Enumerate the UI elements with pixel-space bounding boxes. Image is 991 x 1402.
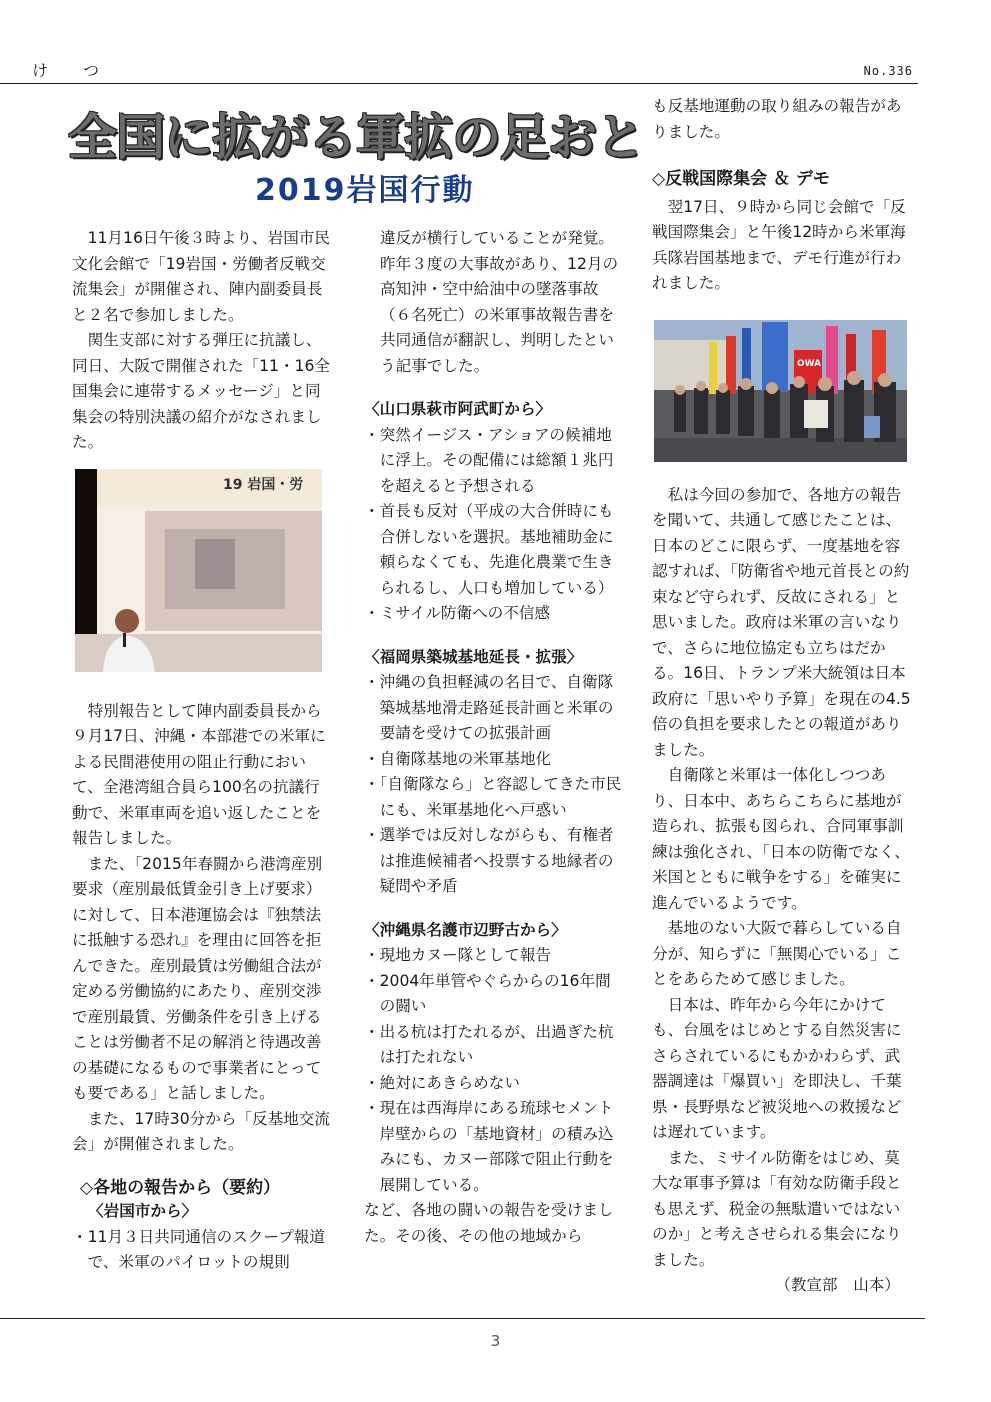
newsletter-name: け つ — [32, 61, 101, 80]
author-signature: （教宣部 山本） — [775, 1276, 900, 1294]
photo-demonstration — [654, 320, 907, 462]
subsection-heading: 〈沖縄県名護市辺野古から〉 — [364, 920, 567, 939]
list-item: ・ 11月３日共同通信のスクープ報道で、米軍のパイロットの規則 — [72, 1225, 332, 1276]
paragraph: 翌17日、９時から同じ会館で「反戦国際集会」と午後12時から米軍海兵隊岩国基地まで、デモ行進が行われました。 — [652, 197, 906, 292]
paragraph: 自衛隊と米軍は一体化しつつあり、日本中、あちらこちらに基地が造られ、拡張も図られ、合同軍事訓練は強化され、「日本の防衛でなく、米国とともに戦争をする」を確実に進んでいるようです。 — [652, 766, 910, 912]
list-item: ・ 現在は西海岸にある琉球セメント岸壁からの「基地資材」の積み込みにも、カヌー部隊で阻止行動を展開している。 — [364, 1096, 624, 1198]
paragraph: 日本は、昨年から今年にかけても、台風をはじめとする自然災害にさらされているにもかかわらず、武器調達は「爆買い」を即決し、千葉県・長野県など被災地への救援などは遅れています。 — [652, 995, 902, 1141]
list-item: ・ 「自衛隊なら」と容認してきた市民にも、米軍基地化へ戸惑い — [364, 772, 624, 823]
paragraph: 基地のない大阪で暮らしている自分が、知らずに「無関心でいる」ことをあらためて感じました。 — [652, 919, 902, 988]
subsection-heading: 〈福岡県築城基地延長・拡張〉 — [364, 647, 583, 666]
photo-speaker — [75, 469, 322, 672]
header-rule — [0, 83, 918, 84]
footer-rule — [0, 1318, 925, 1319]
paragraph: また、17時30分から「反基地交流会」が開催されました。 — [72, 1109, 330, 1153]
list-item: ・ 突然イージス・アショアの候補地に浮上。その配備には総額１兆円を超えると予想される — [364, 423, 624, 500]
paragraph: など、各地の闘いの報告を受けました。その後、その他の地域から — [364, 1201, 614, 1245]
section-heading: ◇各地の報告から（要約） — [80, 1177, 281, 1198]
article-title: 全国に拡がる軍拡の足おと — [68, 109, 645, 166]
issue-number: No.336 — [863, 64, 913, 78]
paragraph: 関生支部に対する弾圧に抗議し、同日、大阪で開催された「11・16全国集会に連帯するメッセージ」と同集会の特別決議の紹介がなされました。 — [72, 331, 330, 451]
slide-title: 19 岩国・労 — [223, 477, 304, 493]
paragraph: 11月16日午後３時より、岩国市民文化会館で「19岩国・労働者反戦交流集会」が開催され、陣内副委員長と２名で参加しました。 — [72, 229, 330, 324]
list-item: ・ 首長も反対（平成の大合併時にも合併しないを選択。基地補助金に頼らなくても、先進化農業で生きられるし、人口も増加している） — [364, 499, 624, 601]
subsection-heading: 〈岩国市から〉 — [88, 1202, 198, 1220]
list-item: ・ 出る杭は打たれるが、出過ぎた杭は打たれない — [364, 1020, 624, 1071]
speaker-photo-image — [75, 469, 322, 672]
paragraph: 私は今回の参加で、各地方の報告を聞いて、共通して感じたことは、日本のどこに限らず、一度基地を容認すれば、「防衛省や地元首長との約束など守られず、反故にされる」と思いました。政府は米軍の言いなりで、さらに地位協定も立ちはだかる。16日、トランプ米大統領は日本政府に「思いやり予算」を現在の4.5倍の負担を要求したとの報道がありました。 — [652, 485, 911, 759]
list-item: ・ 自衛隊基地の米軍基地化 — [364, 747, 624, 773]
paragraph: も反基地運動の取り組みの報告がありました。 — [652, 97, 902, 141]
paragraph: 違反が横行していることが発覚。昨年３度の大事故があり、12月の高知沖・空中給油中の墜落事故（６名死亡）の米軍事故報告書を共同通信が翻訳し、判明したという記事でした。 — [380, 229, 619, 375]
list-item: ・ 2004年単管やぐらからの16年間の闘い — [364, 969, 624, 1020]
article-subtitle: 2019岩国行動 — [255, 173, 475, 208]
column-3 — [652, 94, 912, 1299]
list-item: ・ 選挙では反対しながらも、有権者は推進候補者へ投票する地縁者の疑問や矛盾 — [364, 823, 624, 900]
list-item: ・ 絶対にあきらめない — [364, 1071, 624, 1097]
demo-photo-image — [654, 320, 907, 462]
section-heading: ◇反戦国際集会 ＆ デモ — [652, 169, 830, 189]
column-2 — [364, 226, 624, 1249]
list-item: ・ ミサイル防衛への不信感 — [364, 601, 624, 627]
paragraph: また、ミサイル防衛をはじめ、莫大な軍事予算は「有効な防衛手段とも思えず、税金の無駄遣いではないのか」と考えさせられる集会になりました。 — [652, 1148, 902, 1269]
list-item: ・ 沖縄の負担軽減の名目で、自衛隊築城基地滑走路延長計画と米軍の要請を受けての拡張計画 — [364, 670, 624, 747]
banner-text: OWA — [797, 359, 822, 369]
paragraph: 特別報告として陣内副委員長から９月17日、沖縄・本部港での米軍による民間港使用の阻止行動において、全港湾組合員ら100名の抗議行動で、米軍車両を追い返したことを報告しました。 — [72, 701, 326, 847]
paragraph: また、「2015年春闘から港湾産別要求（産別最低賃金引き上げ要求）に対して、日本港運協会は『独禁法に抵触する恐れ』を理由に回答を拒んできた。産別最賃は労働組合法が定める労働協約にあたり、産別交渉で産別最賃、労働条件を引き上げることは労働者不足の解消と待遇改善の基礎になるもので事業者にとっても要である」と話しました。 — [72, 854, 323, 1102]
subsection-heading: 〈山口県萩市阿武町から〉 — [364, 400, 552, 418]
page-number: 3 — [490, 1332, 501, 1350]
list-item: ・ 現地カヌー隊として報告 — [364, 943, 624, 969]
column-1 — [72, 226, 332, 1276]
